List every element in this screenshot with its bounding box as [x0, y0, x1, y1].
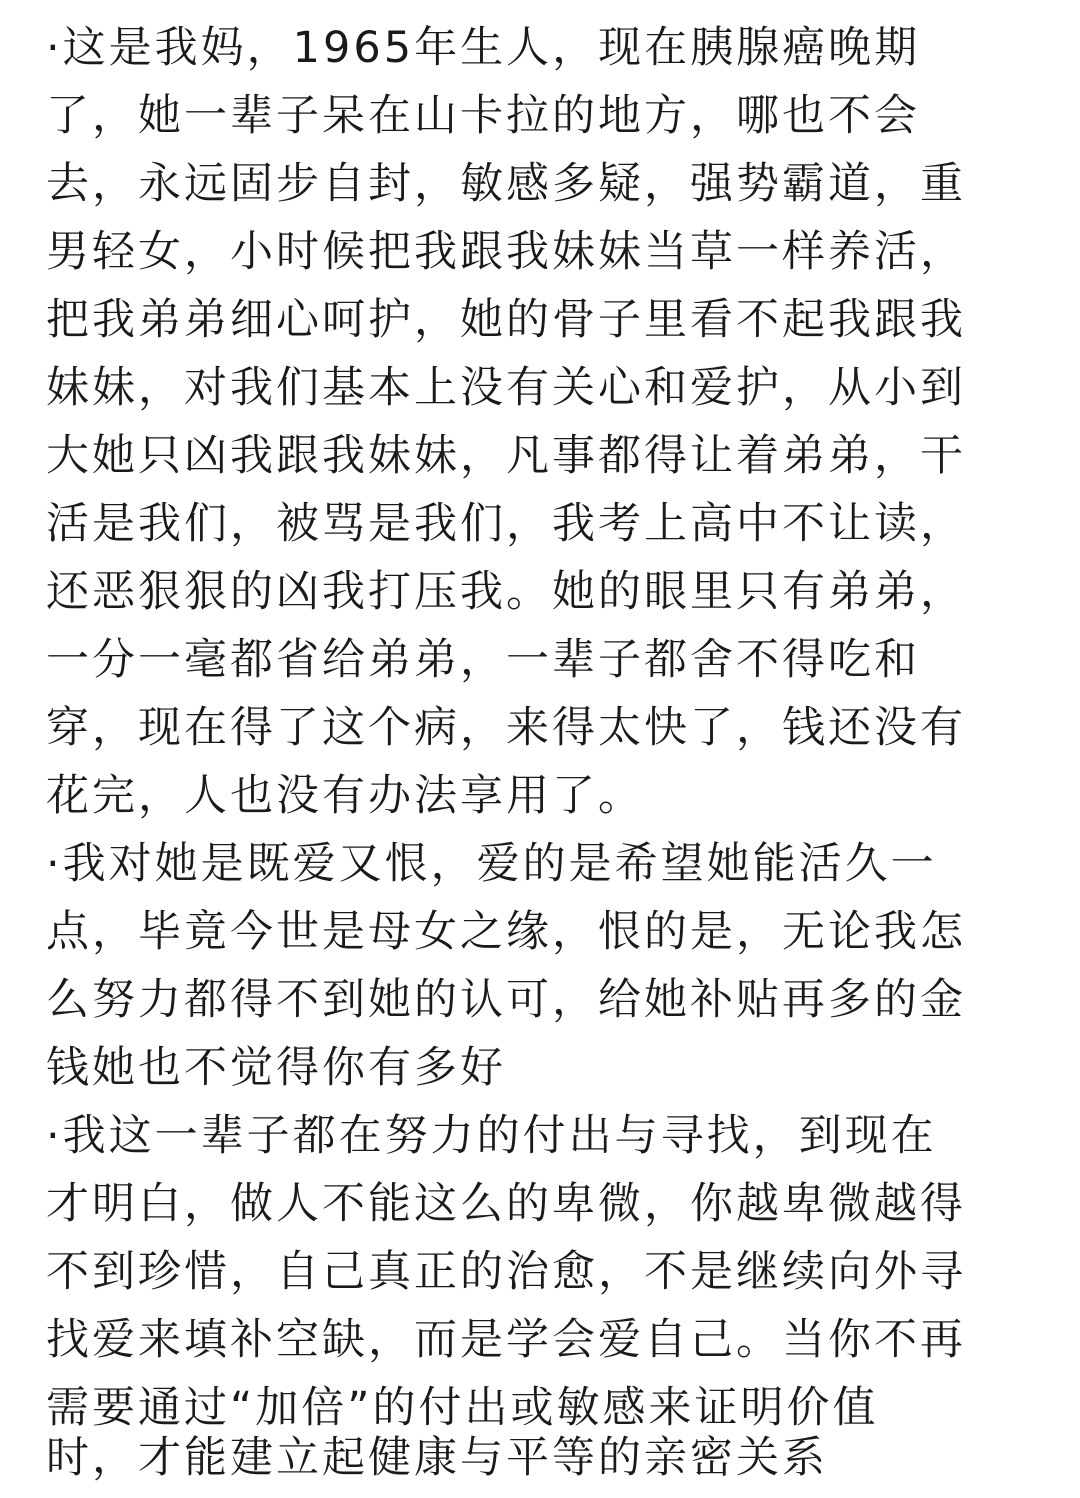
text-line: 时，才能建立起健康与平等的亲密关系	[46, 1433, 828, 1483]
text-line: 男轻女，小时候把我跟我妹妹当草一样养活，	[46, 227, 966, 277]
text-line: 才明白，做人不能这么的卑微，你越卑微越得	[46, 1179, 966, 1229]
text-line: 找爱来填补空缺，而是学会爱自己。当你不再	[46, 1315, 966, 1365]
text-line: ·我对她是既爱又恨，爱的是希望她能活久一	[46, 839, 937, 889]
text-line: 把我弟弟细心呵护，她的骨子里看不起我跟我	[46, 295, 966, 345]
text-line: 需要通过“加倍”的付出或敏感来证明价值	[46, 1383, 879, 1433]
text-line: 大她只凶我跟我妹妹，凡事都得让着弟弟，干	[46, 431, 966, 481]
text-line: 去，永远固步自封，敏感多疑，强势霸道，重	[46, 159, 966, 209]
text-line: 一分一毫都省给弟弟，一辈子都舍不得吃和	[46, 635, 920, 685]
text-line: 钱她也不觉得你有多好	[46, 1043, 506, 1093]
text-line: ·我这一辈子都在努力的付出与寻找，到现在	[46, 1111, 937, 1161]
text-line: 还恶狠狠的凶我打压我。她的眼里只有弟弟，	[46, 567, 966, 617]
text-line: 么努力都得不到她的认可，给她补贴再多的金	[46, 975, 966, 1025]
text-line: 点，毕竟今世是母女之缘，恨的是，无论我怎	[46, 907, 966, 957]
text-line: 穿，现在得了这个病，来得太快了，钱还没有	[46, 703, 966, 753]
text-line: 妹妹，对我们基本上没有关心和爱护，从小到	[46, 363, 966, 413]
text-line: 活是我们，被骂是我们，我考上高中不让读，	[46, 499, 966, 549]
text-line: 了，她一辈子呆在山卡拉的地方，哪也不会	[46, 91, 920, 141]
text-line: ·这是我妈，1965年生人，现在胰腺癌晚期	[46, 23, 921, 73]
text-line: 花完，人也没有办法享用了。	[46, 771, 644, 821]
text-line: 不到珍惜，自己真正的治愈，不是继续向外寻	[46, 1247, 966, 1297]
